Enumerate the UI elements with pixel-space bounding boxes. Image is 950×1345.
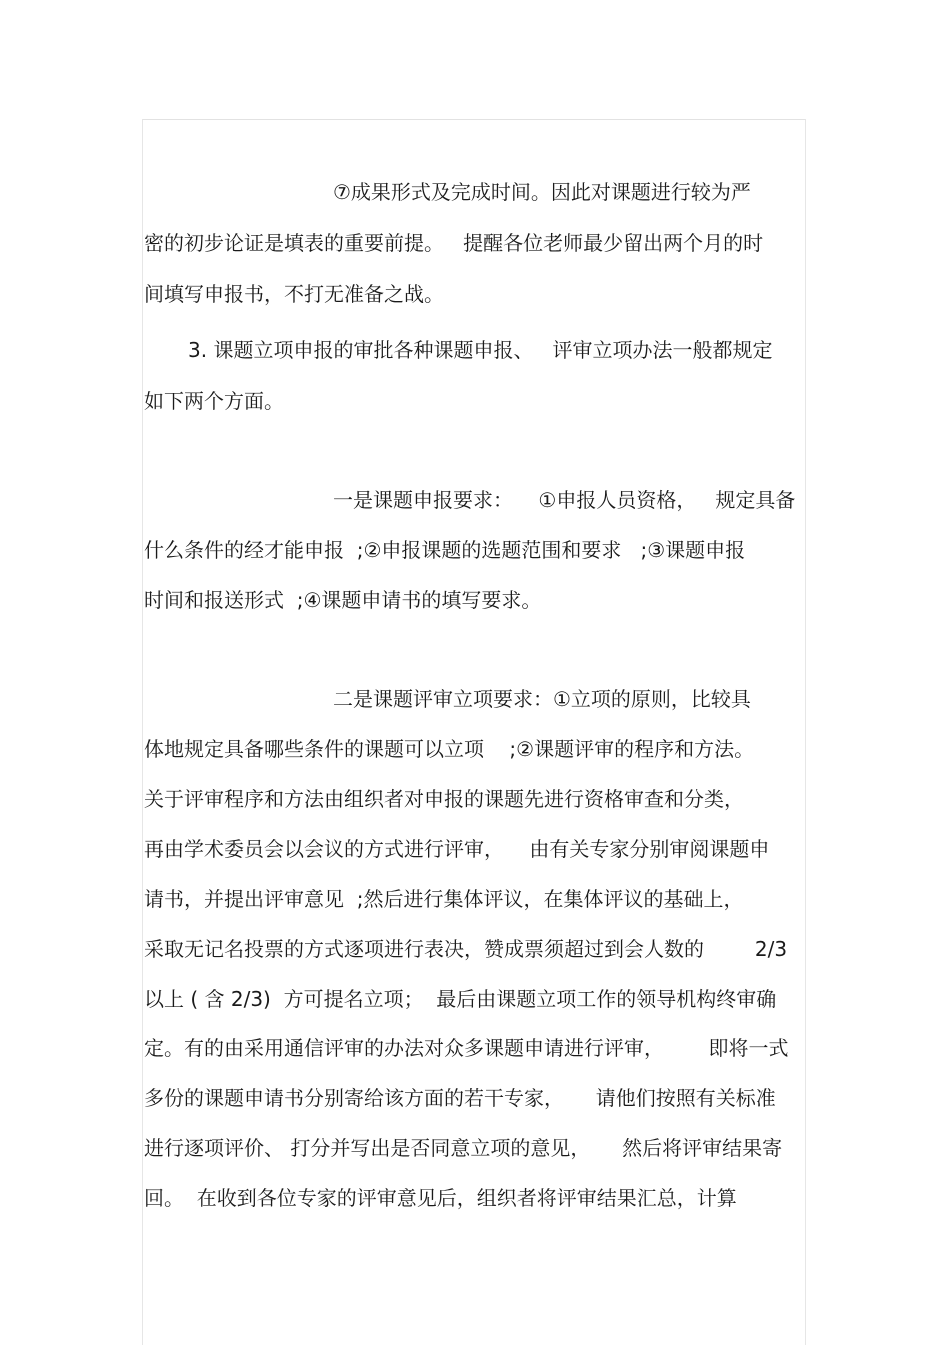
text-line: 再由学术委员会以会议的方式进行评审， 由有关专家分别审阅课题申 bbox=[144, 837, 770, 861]
text-line: 回。 在收到各位专家的评审意见后，组织者将评审结果汇总，计算 bbox=[144, 1186, 737, 1210]
text-line: 什么条件的经才能申报 ;②申报课题的选题范围和要求 ;③课题申报 bbox=[144, 538, 746, 562]
text-line: 如下两个方面。 bbox=[144, 389, 284, 413]
text-line: 密的初步论证是填表的重要前提。 提醒各位老师最少留出两个月的时 bbox=[144, 231, 764, 255]
text-line: 一是课题申报要求： ①申报人员资格， 规定具备 bbox=[333, 488, 796, 512]
text-line: 进行逐项评价、 打分并写出是否同意立项的意见， 然后将评审结果寄 bbox=[144, 1136, 783, 1160]
text-line: 体地规定具备哪些条件的课题可以立项 ;②课题评审的程序和方法。 bbox=[144, 737, 755, 761]
text-line: 时间和报送形式 ;④课题申请书的填写要求。 bbox=[144, 588, 542, 612]
text-line: 请书，并提出评审意见 ;然后进行集体评议，在集体评议的基础上， bbox=[144, 887, 744, 911]
text-line: 采取无记名投票的方式逐项进行表决，赞成票须超过到会人数的 2/3 bbox=[144, 937, 788, 961]
text-line: 多份的课题申请书分别寄给该方面的若干专家， 请他们按照有关标准 bbox=[144, 1086, 776, 1110]
text-line: 二是课题评审立项要求：①立项的原则，比较具 bbox=[333, 687, 751, 711]
text-line: ⑦成果形式及完成时间。因此对课题进行较为严 bbox=[333, 180, 751, 204]
text-line: 以上 ( 含 2/3) 方可提名立项； 最后由课题立项工作的领导机构终审确 bbox=[144, 987, 777, 1011]
text-line: 3. 课题立项申报的审批各种课题申报、 评审立项办法一般都规定 bbox=[188, 338, 773, 362]
text-line: 定。有的由采用通信评审的办法对众多课题申请进行评审， 即将一式 bbox=[144, 1036, 789, 1060]
text-line: 间填写申报书，不打无准备之战。 bbox=[144, 282, 444, 306]
text-line: 关于评审程序和方法由组织者对申报的课题先进行资格审查和分类， bbox=[144, 787, 744, 811]
